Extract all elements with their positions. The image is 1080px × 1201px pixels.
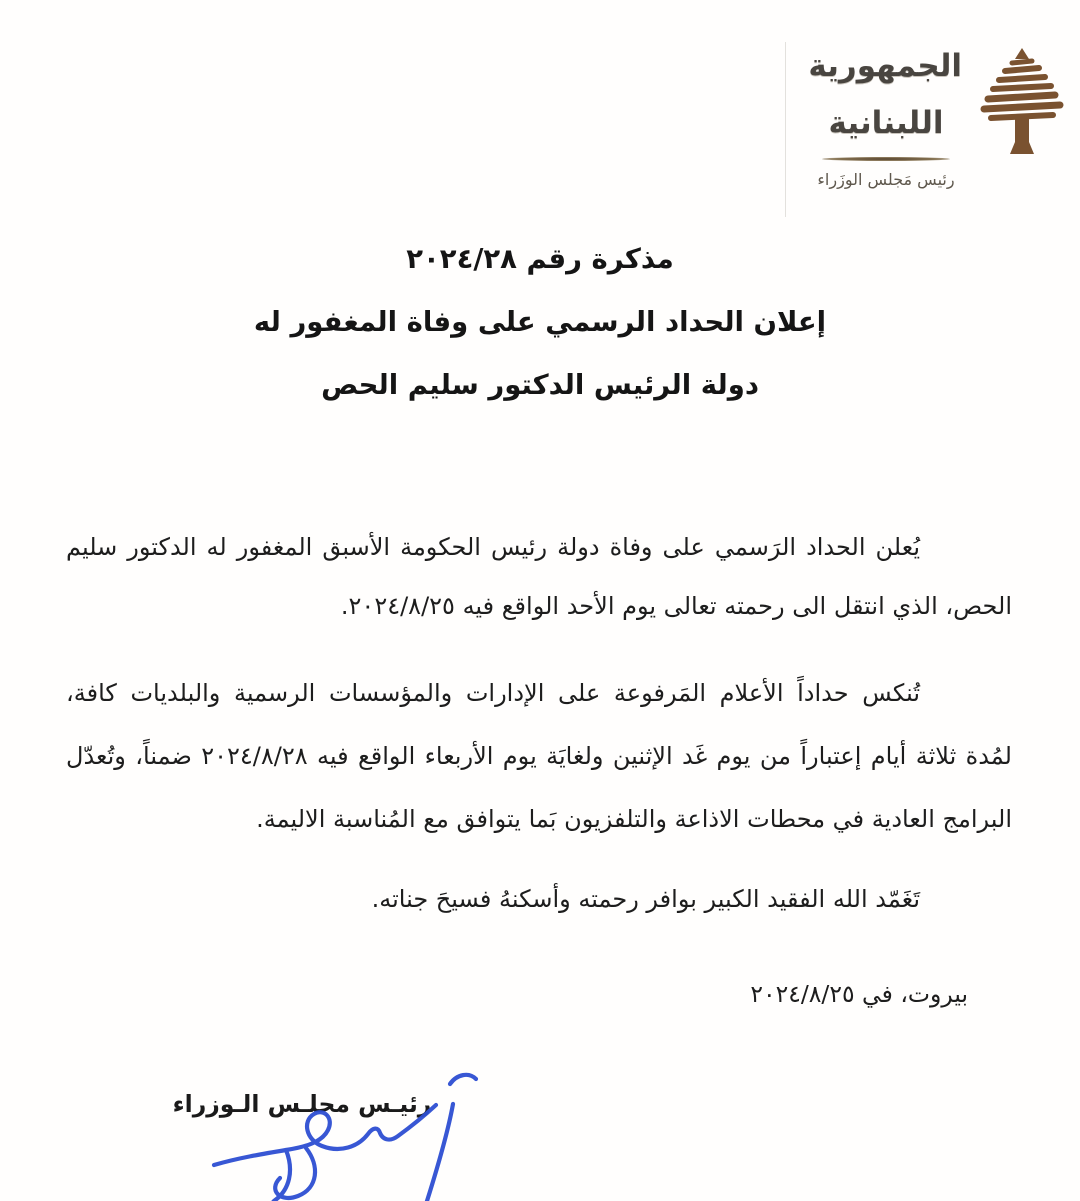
paragraph-mourning-announcement: يُعلن الحداد الرَسمي على وفاة دولة رئيس الحكومة الأسبق المغفور له الدكتور سليم الحص، الذي انتقل الى رحمته تعالى يوم الأحد الواقع فيه ٢٠٢٤/٨/٢٥.	[66, 533, 1012, 620]
republic-line-1: الجمهورية	[808, 48, 962, 84]
paragraph-flags-and-programs: تُنكس حداداً الأعلام المَرفوعة على الإدارات والمؤسسات الرسمية والبلديات كافة، لمُدة ثلاثة أيام إعتباراً من يوم غَد الإثنين ولغايَة يوم الأربعاء الواقع فيه ٢٠٢٤/٨/٢٨ ضمناً، وتُعدّل البرامج العادية في محطات الاذاعة والتلفزيون بَما يتوافق مع المُناسبة الاليمة.	[66, 679, 1012, 833]
signature-scribble	[210, 1068, 482, 1201]
office-caption: رئيس مَجلس الوزَراء	[817, 170, 955, 189]
signature-flourish	[450, 1075, 476, 1084]
signatory-title: رئيـس مجلـس الـوزراء	[172, 1090, 432, 1118]
scan-fold-line	[785, 42, 786, 217]
memo-subject-line-2: دولة الرئيس الدكتور سليم الحص	[321, 369, 759, 401]
letterhead-republic-title	[810, 38, 962, 189]
cedar-icon	[980, 46, 1064, 158]
memo-subject-line-1: إعلان الحداد الرسمي على وفاة المغفور له	[253, 306, 827, 338]
paragraph-prayer: تَغَمّد الله الفقيد الكبير بوافر رحمته وأسكنهُ فسيحَ جناته.	[371, 885, 920, 913]
memo-number: مذكرة رقم ٢٠٢٤/٢٨	[406, 243, 674, 275]
crest-divider	[822, 157, 950, 161]
republic-line-2: اللبنانية	[828, 105, 944, 141]
memo-title-block	[0, 228, 1080, 417]
date-line: بيروت، في ٢٠٢٤/٨/٢٥	[750, 980, 968, 1008]
